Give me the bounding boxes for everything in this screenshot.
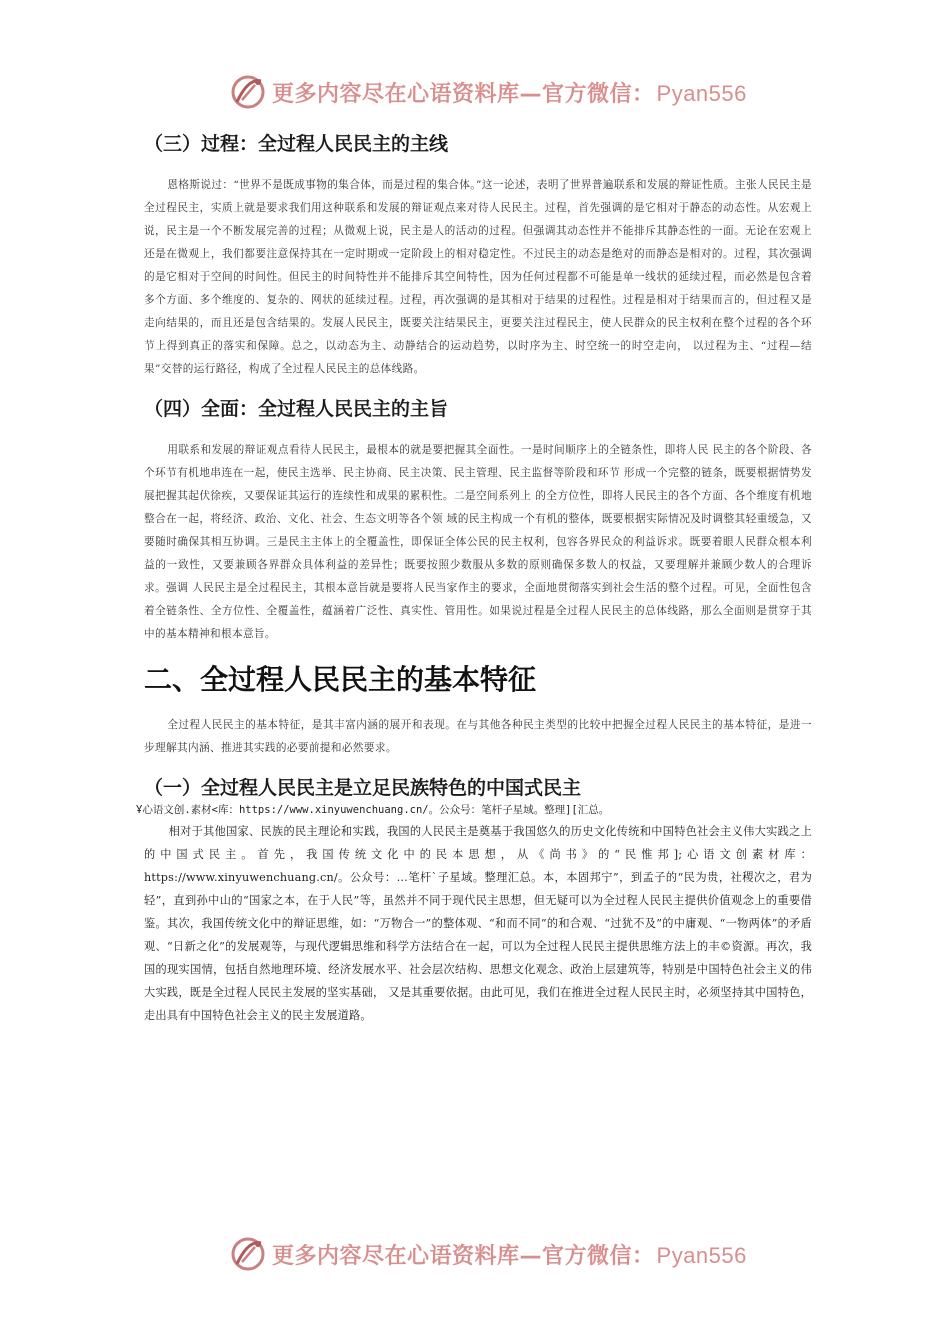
banner-text: 更多内容尽在心语资料库—官方微信：Pyan556 — [272, 80, 747, 107]
logo-icon — [228, 72, 268, 112]
header-banner — [228, 70, 747, 114]
paragraph-chinese-democracy: 相对于其他国家、民族的民主理论和实践，我国的人民民主是奠基于我国悠久的历史文化传统和中国特色社会主义伟大实践之上的中国式民主。首先，我国传统文化中的民本思想，从《尚书》的“民惟邦];心语文创素材库：https://www.xinyuwenchuang.cn/。公众号：…笔杆`子星域。整理汇总。本，本固邦宁”，到孟子的“民为贵，社稷次之，君为轻”，直到孙中山的“国家之本，在于人民”等，虽然并不同于现代民主思想，但无疑可以为全过程人民民主提供价值观念上的重要借鉴。其次，我国传统文化中的辩证思维，如：“万物合一”的整体观、“和而不同”的和合观、“过犹不及”的中庸观、“一物两体”的矛盾观、“日新之化”的发展观等，与现代逻辑思维和科学方法结合在一起，可以为全过程人民民主提供思维方法上的丰©资源。再次，我国的现实国情，包括自然地理环境、经济发展水平、社会层次结构、思想文化观念、政治上层建筑等，特别是中国特色社会主义的伟大实践，既是全过程人民民主发展的坚实基础， 又是其重要依据。由此可见，我们在推进全过程人民民主时，必须坚持其中国特色，走出具有中国特色社会主义的民主发展道路。 — [144, 825, 812, 1022]
section-heading-chinese-democracy: （一）全过程人民民主是立足民族特色的中国式民主 — [144, 777, 582, 799]
footer-banner — [228, 1232, 747, 1276]
wechat-id: Pyan556 — [656, 1242, 747, 1268]
document-body — [136, 128, 812, 1039]
part-heading-basic-features: 二、全过程人民民主的基本特征 — [144, 663, 537, 696]
wechat-id: Pyan556 — [656, 80, 747, 106]
paragraph-comprehensive: 用联系和发展的辩证观点看待人民民主，最根本的就是要把握其全面性。一是时间顺序上的全链条性，即将人民 民主的各个阶段、各个环节有机地串连在一起，使民主选举、民主协商、民主决策、民主管理、民主监督等阶段和环节 形成一个完整的链条，既要根据情势发展把握其起伏徐疾，又要保证其运行的连续性和成果的累积性。二是空间系列上 的全方位性，即将人民民主的各个方面、各个维度有机地整合在一起，将经济、政治、文化、社会、生态文明等各个领 域的民主构成一个有机的整体，既要根据实际情况及时调整其轻重缓急，又要随时确保其相互协调。三是民主主体上的全覆盖性，即保证全体公民的民主权利，包容各界民众的利益诉求。既要着眼人民群众根本利益的一致性，又要兼顾各界群众具体利益的差异性；既要按照少数服从多数的原则确保多数人的权益，又要理解并兼顾少数人的合理诉求。强调 人民民主是全过程民主，其根本意旨就是要将人民当家作主的要求，全面地贯彻落实到社会生活的整个过程。可见，全面性包含着全链条性、全方位性、全覆盖性，蕴涵着广泛性、真实性、管用性。如果说过程是全过程人民民主的总体线路，那么全面则是贯穿于其中的基本精神和根本意旨。 — [144, 444, 812, 640]
paragraph-process: 恩格斯说过：“世界不是既成事物的集合体，而是过程的集合体。”这一论述，表明了世界普遍联系和发展的辩证性质。主张人民民主是全过程民主，实质上就是要求我们用这种联系和发展的辩证观点来对待人民民主。过程，首先强调的是它相对于静态的动态性。从宏观上说，民主是一个不断发展完善的过程；从微观上说，民主是人的活动的过程。但强调其动态性并不能排斥其静态性的一面。无论在宏观上还是在微观上，我们都要注意保持其在一定时期或一定阶段上的相对稳定性。不过民主的动态是绝对的而静态是相对的。过程，其次强调的是它相对于空间的时间性。但民主的时间特性并不能排斥其空间特性，因为任何过程都不可能是单一线状的延续过程，而必然是包含着多个方面、多个维度的、复杂的、网状的延续过程。过程，再次强调的是其相对于结果的过程性。过程是相对于结果而言的，但过程又是走向结果的，而且还是包含结果的。发展人民民主，既要关注结果民主，更要关注过程民主，使人民群众的民主权利在整个过程的各个环节上得到真正的落实和保障。总之，以动态为主、动静结合的运动趋势，以时序为主、时空统一的时空走向， 以过程为主、“过程—结果”交替的运行路径，构成了全过程人民民主的总体线路。 — [144, 179, 812, 375]
watermark-note: Ұ心语文创.素材<库：https://www.xinyuwenchuang.cn/。公众号：笔杆子星域。整理][汇总。 — [136, 804, 610, 816]
banner-text: 更多内容尽在心语资料库—官方微信：Pyan556 — [272, 1242, 747, 1269]
logo-icon — [228, 1234, 268, 1274]
section-heading-comprehensive: （四）全面：全过程人民民主的主旨 — [144, 398, 449, 420]
section-heading-process: （三）过程：全过程人民民主的主线 — [144, 133, 449, 155]
paragraph-basic-features: 全过程人民民主的基本特征，是其丰富内涵的展开和表现。在与其他各种民主类型的比较中把握全过程人民民主的基本特征，是进一步理解其内涵、推进其实践的必要前提和必然要求。 — [144, 719, 812, 754]
